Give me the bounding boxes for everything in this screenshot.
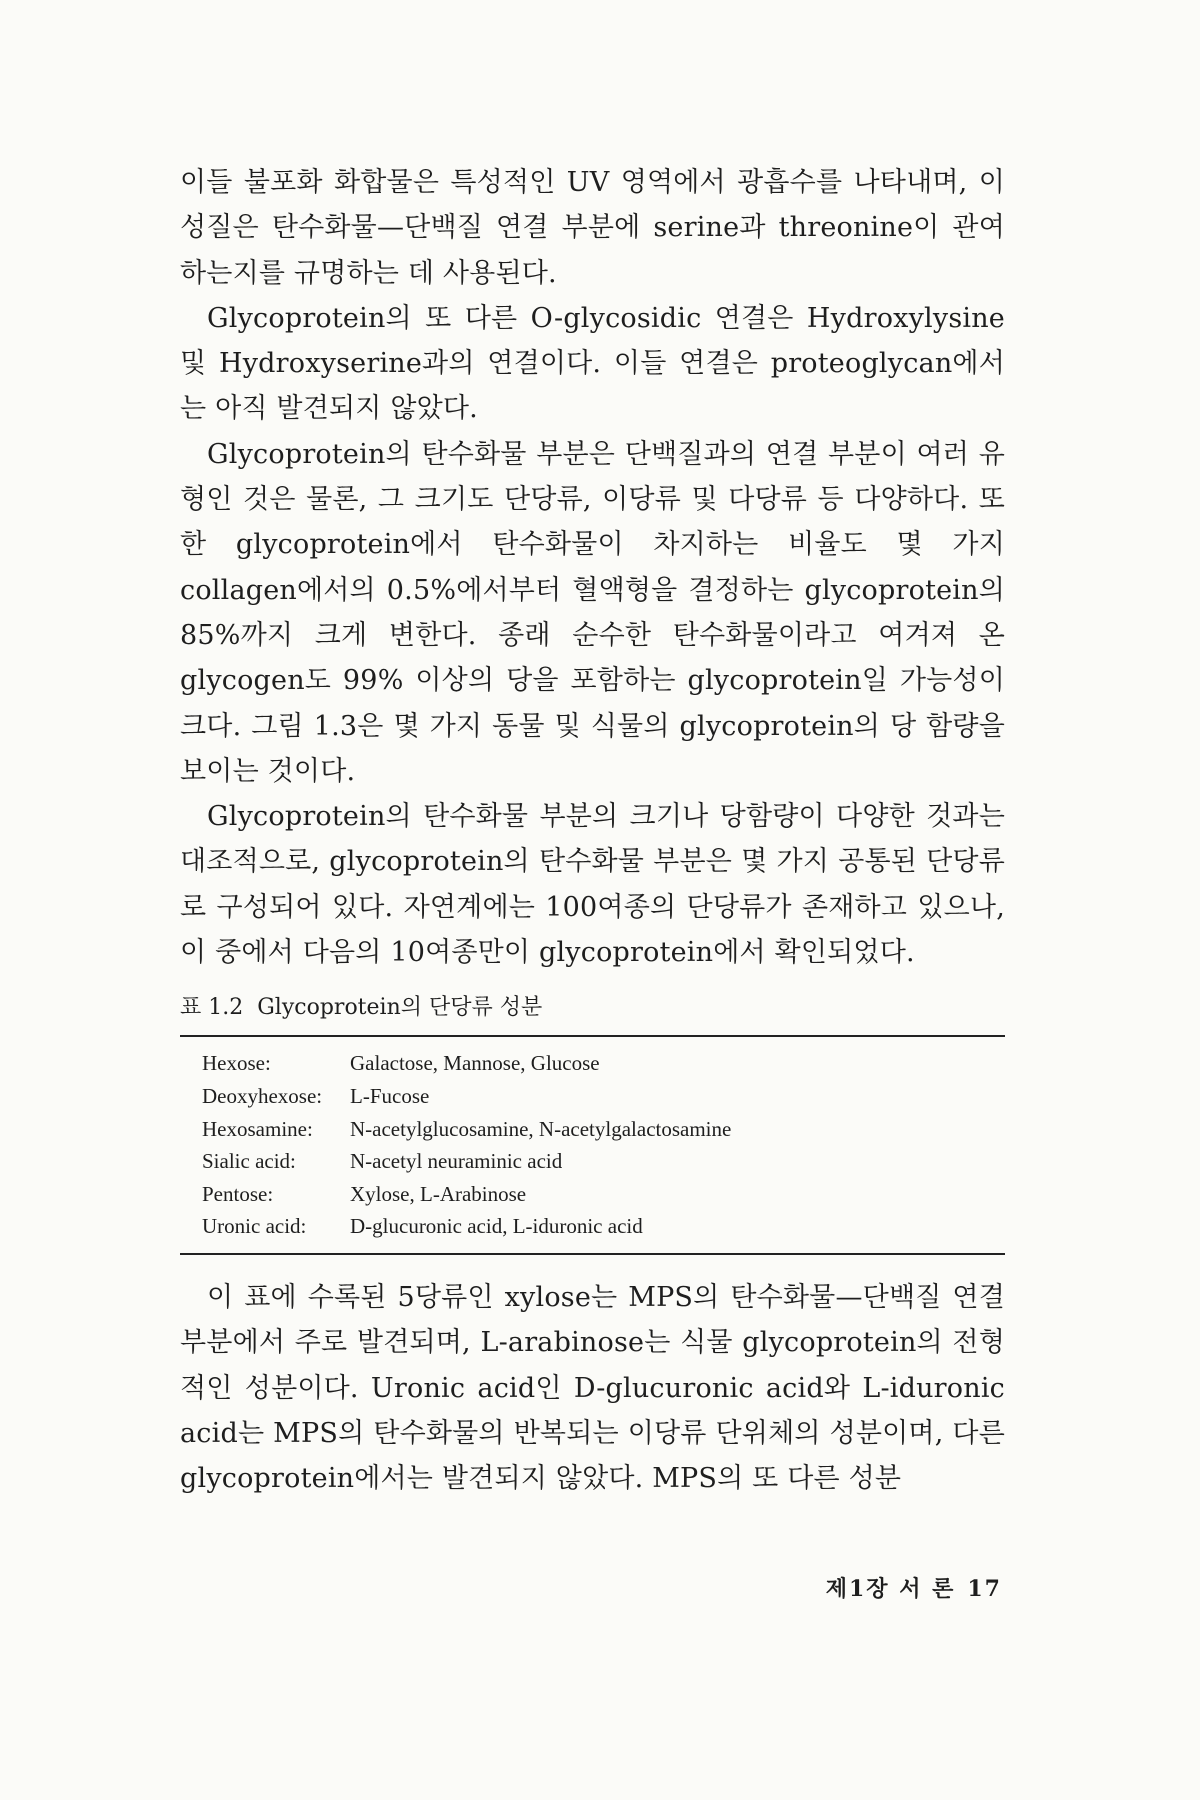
table-row bbox=[202, 1047, 1005, 1080]
running-footer bbox=[826, 1572, 1002, 1603]
page-number: 17 bbox=[967, 1576, 1002, 1602]
row-value: N-acetylglucosamine, N-acetylgalactosamine bbox=[350, 1116, 732, 1141]
chapter-label: 제1장 서 론 bbox=[825, 1576, 956, 1602]
paragraph-5: 이 표에 수록된 5당류인 xylose는 MPS의 탄수화물—단백질 연결 부분에서 주로 발견되며, L-arabinose는 식물 glycoprotein의 전형적인 성분이다. Uronic acid인 D-glucuronic acid와 L-iduronic acid는 MPS의 탄수화물의 반복되는 이당류 단위체의 성분이며, 다른 glycoprotein에서는 발견되지 않았다. MPS의 또 다른 성분 bbox=[180, 1281, 1005, 1495]
row-value: Galactose, Mannose, Glucose bbox=[350, 1051, 600, 1076]
table-row bbox=[202, 1145, 1005, 1178]
page-body bbox=[180, 160, 1005, 1501]
table-bottom-rule bbox=[180, 1253, 1005, 1255]
table-row bbox=[202, 1113, 1005, 1146]
row-key: Pentose: bbox=[202, 1181, 274, 1206]
table-rows bbox=[180, 1037, 1005, 1253]
table-title: Glycoprotein의 단당류 성분 bbox=[257, 995, 543, 1021]
row-value: Xylose, L-Arabinose bbox=[350, 1181, 527, 1206]
table-caption bbox=[180, 993, 1005, 1023]
row-value: L-Fucose bbox=[350, 1083, 430, 1108]
monosaccharide-table bbox=[180, 993, 1005, 1255]
table-number: 표 1.2 bbox=[180, 995, 244, 1021]
row-value: N-acetyl neuraminic acid bbox=[350, 1149, 563, 1174]
table-row bbox=[202, 1210, 1005, 1243]
row-key: Deoxyhexose: bbox=[202, 1083, 323, 1108]
row-value: D-glucuronic acid, L-iduronic acid bbox=[350, 1214, 643, 1239]
paragraph-2: Glycoprotein의 또 다른 O-glycosidic 연결은 Hydroxylysine 및 Hydroxyserine과의 연결이다. 이들 연결은 proteoglycan에서는 아직 발견되지 않았다. bbox=[180, 302, 1005, 425]
row-key: Sialic acid: bbox=[202, 1149, 296, 1174]
row-key: Hexose: bbox=[202, 1051, 271, 1076]
table-row bbox=[202, 1178, 1005, 1211]
table-row bbox=[202, 1080, 1005, 1113]
row-key: Uronic acid: bbox=[202, 1214, 307, 1239]
paragraph-3: Glycoprotein의 탄수화물 부분은 단백질과의 연결 부분이 여러 유형인 것은 물론, 그 크기도 단당류, 이당류 및 다당류 등 다양하다. 또한 glycoprotein에서 탄수화물이 차지하는 비율도 몇 가지 collagen에서의 0.5%에서부터 혈액형을 결정하는 glycoprotein의 85%까지 크게 변한다. 종래 순수한 탄수화물이라고 여겨져 온 glycogen도 99% 이상의 당을 포함하는 glycoprotein일 가능성이 크다. 그림 1.3은 몇 가지 동물 및 식물의 glycoprotein의 당 함량을 보이는 것이다. bbox=[180, 438, 1005, 787]
paragraph-4: Glycoprotein의 탄수화물 부분의 크기나 당함량이 다양한 것과는 대조적으로, glycoprotein의 탄수화물 부분은 몇 가지 공통된 단당류로 구성되어 있다. 자연계에는 100여종의 단당류가 존재하고 있으나, 이 중에서 다음의 10여종만이 glycoprotein에서 확인되었다. bbox=[180, 801, 1005, 969]
paragraph-1: 이들 불포화 화합물은 특성적인 UV 영역에서 광흡수를 나타내며, 이 성질은 탄수화물—단백질 연결 부분에 serine과 threonine이 관여하는지를 규명하는 데 사용된다. bbox=[180, 167, 1005, 289]
row-key: Hexosamine: bbox=[202, 1116, 313, 1141]
